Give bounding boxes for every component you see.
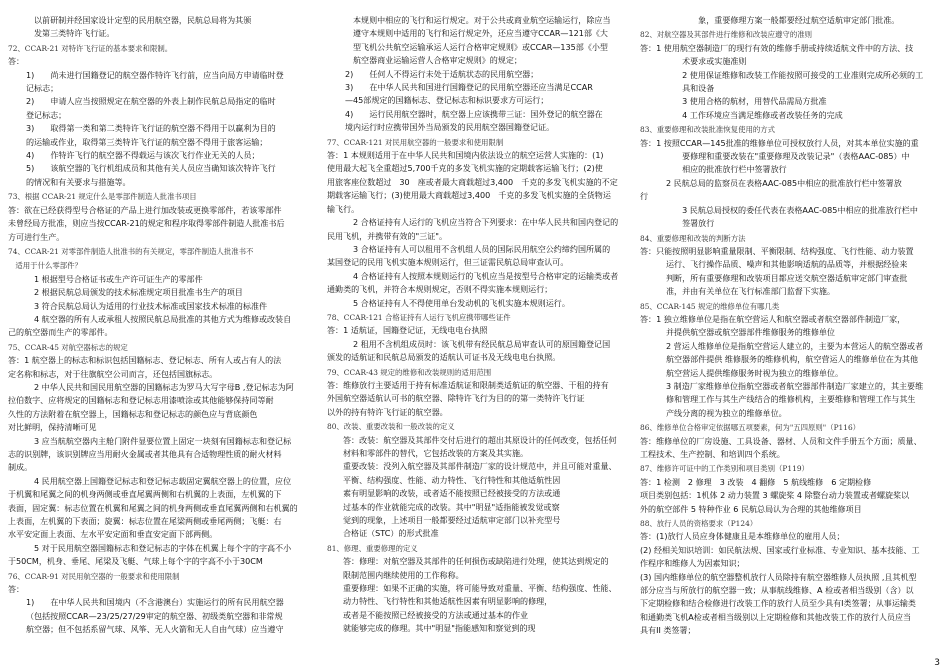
text-line: 2 营运人维修单位是指航空营运人建立的，主要为本营运人的航空器或者 (666, 341, 924, 351)
text-line: 答：1 本规则适用于在中华人民共和国境内依法设立的航空运营人实施的：(1) (327, 151, 604, 161)
question-heading: 85、CCAR-145 规定的维修单位有哪几类 (640, 301, 780, 311)
text-line: 本规则中相应的飞行和运行规定。对于公共或商业航空运输运行，除应当 (353, 16, 611, 25)
text-line: 4 民用航空器上国籍登记标志和登记标志载固定翼航空器上的位置，应位 (34, 476, 292, 486)
text-line: 判断，所有重要修理和改装项目都应送交航空器适航审定部门审查批 (666, 273, 908, 283)
question-heading: 78、CCAR-121 合格证持有人运行飞机应携带哪些证件 (327, 312, 511, 322)
text-line: 4 航空器的所有人或承租人按照民航总局批准的其他方式为维修或改装自 (34, 314, 292, 324)
text-line: 航空器部件提供 维修服务的维修机构，航空营运人的维修单位在为其他 (666, 355, 919, 365)
text-line: 型飞机公共航空运输承运人运行合格审定规则》或CCAR—135部《小型 (353, 42, 608, 52)
text-line: 部分应当与所放行的航空器一致；从事航线维修、A 检或者相当级别（含）以 (640, 586, 914, 596)
text-line: 定名称和标志，对于往旗航空公司而言，还包括国旗标志。 (8, 369, 218, 379)
text-line: 合格证（STC）的形式批准 (343, 529, 439, 539)
text-line: 方可进行生产。 (8, 232, 65, 242)
text-line: 动力特性、飞行特性和其他适航性因素有明显影响的修理， (343, 597, 553, 607)
text-line: 2) 申请人应当按照规定在航空器的外表上制作民航总局指定的临时 (26, 97, 276, 107)
text-line: 和通勤类飞机A检或者相当级别以上定期检修和其他改装工作的放行人员应当 (640, 612, 912, 622)
text-line: 2) 任何人不得运行未处于适航状态的民用航空器； (345, 69, 539, 79)
text-line: 4) 作特许飞行的航空器不得载运与该次飞行作业无关的人员； (26, 151, 260, 161)
question-heading: 80、改装、重要改装和一般改装的定义 (327, 422, 455, 432)
text-line: 作程序和维修人为因素知识； (640, 559, 745, 569)
text-line: 1) 尚未进行国籍登记的航空器作特许飞行前，应当向局方申请临时登 (26, 70, 284, 80)
text-line: 使用最大起飞全重超过5,700千克的多发飞机实施的定期载客运输飞行；(2)使 (327, 164, 603, 174)
text-line: 外国航空器适航认可书的航空器、除特许飞行为目的的第一类特许飞行证 (327, 394, 585, 404)
text-line: 下定期检修和结合检修进行改装工作的放行人员至少具有I类签署；从事运输类 (640, 599, 916, 609)
text-line: 的情况和有关要求与措施等。 (26, 177, 131, 187)
text-line: 签署放行 (666, 219, 715, 229)
text-line: 答：改装：航空器及其部件交付后进行的超出其原设计的任何改变，包括任何 (343, 435, 617, 445)
text-line: 项目类别包括：1机体 2 动力装置 3 螺旋桨 4 除整台动力装置或者螺旋桨以 (640, 491, 910, 501)
question-heading: 87、维修许可证中的工作类别和项目类别（P119） (640, 464, 809, 474)
text-line: 3) 取得第一类和第二类特许飞行证的航空器不得用于以赢利为目的 (26, 124, 276, 134)
text-line: 限制范围内继续使用的工作称称。 (343, 570, 464, 580)
text-line: 答：1 独立维修单位是指在航空营运人和航空器或者航空器部件制造厂家， (640, 314, 906, 324)
text-line: 境内运行时应携带国外当局颁发的民用航空器国籍登记证。 (345, 123, 555, 133)
text-line: 期载客运输飞行；(3)使用最大商载超过3,400 千克的多发飞机实施的全货物运 (327, 191, 611, 201)
text-line: 3 应当航航空器内主舱门附件显要位置上固定一块刻有国籍标志和登记标 (34, 436, 292, 446)
text-line: 于50CM，机身、垂尾、尾梁及飞艇、气球上每个字的字高不小于30CM (8, 557, 263, 567)
text-line: 对比鲜明，保持清晰可见 (8, 423, 97, 433)
text-line: 4) 运行民用航空器时，航空器上应该携带三证：国外登记的航空器在 (345, 109, 603, 119)
text-line: (2) 经相关知识培训：如民航法规、国家或行业标准、专业知识、基本技能、工 (640, 545, 920, 555)
question-heading: 75、CCAR-45 对航空器标志的规定 (8, 342, 128, 352)
text-line: 某国登记的民用飞机实施本规则运行，但三证需民航总局审查认可。 (327, 258, 569, 268)
text-line: 表面，固定翼：标志位置在机翼和尾翼之间的机身两侧或垂直尾翼两侧和右机翼的 (8, 503, 298, 513)
question-heading: 77、CCAR-121 对民用航空器的一般要求和使用限制 (327, 137, 504, 147)
text-line: 3 制造厂家维修单位指航空器或者航空器部件制造厂家建立的，其主要维 (666, 381, 924, 391)
text-line: 2 中华人民共和国民用航空器的国籍标志为罗马大写字母B ,登记标志为阿 (34, 382, 294, 392)
text-line: 过基本的作业就能完成的改装。其中"明显"适指能被发觉或察 (343, 502, 560, 512)
text-line: 输飞行。 (327, 204, 360, 214)
text-line: 答：1 航空器上的标志和标识包括国籍标志、登记标志、所有人或占有人的法 (8, 356, 282, 366)
text-line: 己的航空器而生产的零部件。 (8, 328, 113, 338)
text-line: 并提供航空器或航空器部件维修服务的维修单位 (666, 328, 835, 338)
text-line: 久性的方法附着在航空器上，国籍标志和登记标志的颜色应与背底颜色 (8, 409, 258, 419)
column-right (640, 14, 940, 664)
text-line: 记标志； (26, 84, 59, 94)
question-heading: 72、CCAR-21 对特许飞行证的基本要求和限制。 (8, 43, 173, 53)
text-line: 用旅客座位数超过 30 座或者最大商载超过3,400 千克的多发飞机实施的不定 (327, 177, 618, 187)
text-line: 3 民航总局授权的委任代表在表格AAC-085中相应的批准放行栏中 (666, 205, 918, 215)
question-heading: 83、重要修理和改装批准恢复使用的方式 (640, 125, 776, 135)
text-line: 答： (8, 57, 25, 67)
page-number: 3 (934, 658, 940, 668)
text-line: 2 根据民航总局颁发的技术标准规定项目批准书生产的项目 (34, 288, 243, 298)
question-heading: 74、CCAR-21 对零部件制造人批准书的有关规定，零部件制造人批准书不 (8, 246, 254, 256)
text-line: 答：只能按照明显影响重量限制、平衡限制、结构强度、飞行性能、动力装置 (640, 246, 914, 256)
text-line: (3) 国内维修单位的航空器整机放行人员除持有航空器维修人员执照 ,且其机型 (640, 572, 917, 582)
question-heading: 79、CCAR-43 规定的维修和改装规则的适用范围 (327, 367, 492, 377)
column-left (8, 14, 304, 664)
text-line: 准，并由有关单位在飞行标准部门监督下实施。 (666, 287, 835, 297)
text-line: 术要求或实施准则 (666, 57, 747, 67)
text-line: 拉伯数字、应将规定的国籍标志和登记标志用漆喷涂或其他能够保持同等耐 (8, 396, 274, 406)
text-line: （包括按照CCAR—23/25/27/29审定的航空器、初级类航空器和非常规 (26, 611, 283, 621)
text-line: 外的航空部件 5 特种作业 6 民航总局认为合理的其他维修项目 (640, 504, 862, 514)
text-line: 答： (8, 585, 25, 595)
text-line: 就能够完成的修理。其中"明显"指能感知和察觉到的现 (343, 624, 536, 634)
question-heading: 适用于什么零部件？ (8, 261, 82, 271)
text-line: 5 合格证持有人不得使用单台发动机的飞机实施本规则运行。 (353, 298, 570, 308)
text-line: 的运输或作业，取得第三类特许飞行证的航空器不得用于旅客运输； (26, 137, 268, 147)
text-line: 素有明显影响的改装，或者适不能按照已经被接受的方法或通 (343, 489, 561, 499)
text-line: 民用飞机，并携带有效的"三证"。 (327, 231, 448, 241)
text-line: 4 合格证持有人按照本规则运行的飞机应当是按型号合格审定的运输类或者 (353, 271, 619, 281)
text-line: 平衡、结构强度、性能、动力特性、飞行特性和其他适航性因 (343, 475, 561, 485)
text-line: 上表面，左机翼的下表面；旋翼：标志位置在尾梁两侧或垂尾两侧；飞艇：右 (8, 517, 282, 527)
text-line: 答：欲在已经获得型号合格证的产品上进行加改装或更换零部件，若该零部件 (8, 205, 282, 215)
text-line: 2 租用不含机组成员时：该飞机带有经民航总局审查认可的原国籍登记国 (353, 339, 611, 349)
text-line: 1) 在中华人民共和国境内（不含港澳台）实施运行的所有民用航空器 (26, 598, 284, 608)
text-line: 志的识别牌，该识别牌应当用耐火金属或者其他具有合适物理性质的耐火材料 (8, 450, 282, 459)
text-line: 答：1 使用航空器制造厂的现行有效的维修手册或持续适航文件中的方法、技 (640, 43, 914, 53)
text-line: 航空营运人提供维修服务时视为独立的维修单位。 (666, 368, 844, 378)
text-line: —45部规定的国籍标志、登记标志和标识要求方可运行； (345, 96, 549, 106)
text-line: 4 工作环境应当满足维修或者改装任务的完成 (666, 110, 843, 120)
question-heading: 81、修理、重要修理的定义 (327, 543, 418, 553)
text-line: 具和设备 (666, 84, 715, 94)
text-line: 3 合格证持有人可以租用不含机组人员的国际民用航空公约缔约国所属的 (353, 244, 611, 254)
text-line: 或者是不能按照已经被接受的方法或通过基本的作业 (343, 610, 529, 620)
text-line: 5) 该航空器的飞行机组成员和其他有关人员应当确知该次特许飞行 (26, 164, 276, 174)
text-line: 运行、飞行操作品质、噪声和其他影响适航的品质等，并根据经验来 (666, 260, 908, 270)
question-heading: 88、放行人员的资格要求（P124） (640, 519, 758, 529)
text-line: 航空器；但不包括系留气球、风筝、无人火箭和无人自由气球）应当遵守 (26, 625, 284, 635)
question-heading: 73、根据 CCAR-21 规定什么是零部件制造人批准书项目 (8, 192, 197, 202)
text-line: 3 符合民航总局认为适用的行业技术标准或国家技术标准的标准件 (34, 301, 267, 311)
text-line: 修和管理工作与其生产线结合的维修机构，主要维修和管理工作与其生 (666, 395, 916, 405)
text-line: 3) 在中华人民共和国进行国籍登记的民用航空器还应当满足CCAR (345, 83, 593, 93)
text-line: 具有II 类签署； (640, 626, 696, 636)
text-line: 重要修理：如果不正确的实施，将可能导致对重量、平衡、结构强度、性能、 (343, 584, 617, 594)
column-middle (327, 14, 623, 664)
text-line: 遵守本规则中适用的飞行和运行规定外，还应当遵守CCAR—121部《大 (353, 29, 608, 39)
text-line: 以外的持有特许飞行证的航空器。 (327, 407, 448, 417)
text-line: 答：维修单位的厂房设施、工具设备、器材、人员和文件手册五个方面；质量、 (640, 436, 922, 446)
text-line: 答：(1)放行人员应身体健康且是本维修单位的雇用人员； (640, 532, 845, 542)
text-line: 通勤类的飞机，并符合本规则规定，否则不得实施本规则运行； (327, 285, 553, 295)
text-line: 航空器商业运输运营人合格审定规则》的规定； (353, 56, 522, 66)
text-line: 颁发的适航证和民航总局颁发的适航认可证书及无线电电台执照。 (327, 353, 561, 363)
text-line: 未曾经局方批准，则应当按CCAR-21的规定和程序取得零部件制造人批准书后 (8, 219, 285, 229)
text-line: 工程技术、生产控制、和培训四个系统。 (640, 450, 785, 459)
text-line: 行 (640, 192, 649, 202)
question-heading: 86、维修单位合格审定依据哪五项要素，何为"五四原则"（P116） (640, 423, 861, 433)
text-line: 3 使用合格的航材，用替代品需局方批准 (666, 97, 827, 107)
text-line: 登记标志； (26, 110, 67, 120)
text-line: 产线分离的视为独立的维修单位。 (666, 408, 787, 418)
text-line: 5 对于民用航空器国籍标志和登记标志的字体在机翼上每个字的字高不小 (34, 543, 292, 553)
text-line: 答：1 按照CCAR—145批准的维修单位可授权放行人员，对其本单位实施的重 (640, 138, 919, 148)
text-line: 1 根据型号合格证书或生产许可证生产的零部件 (34, 274, 203, 284)
text-line: 重要改装：没列入航空器及其部件制造厂家的设计规范中，并且可能对重量、 (343, 462, 617, 472)
text-line: 2 合格证持有人运行的飞机应当符合下列要求：在中华人民共和国内登记的 (353, 218, 619, 228)
text-line: 答：维修放行主要适用于持有标准适航证和限制类适航证的航空器、干租的持有 (327, 380, 609, 390)
text-line: 于机翼和尾翼之间的机身两侧或垂直尾翼两侧和右机翼的上表面，左机翼的下 (8, 490, 282, 500)
text-line: 材料和零部件的替代，它包括改装的方案及其实施。 (343, 449, 529, 458)
text-line: 2 民航总局的监察员在表格AAC-085中相应的批准放行栏中签署放 (666, 178, 902, 188)
text-line: 相应的批准放行栏中签署放行 (666, 165, 787, 175)
question-heading: 84、重要修理和改装的判断方法 (640, 233, 746, 243)
question-heading: 82、对航空器及其部件进行维修和改装应遵守的准则 (640, 30, 813, 40)
text-line: 制成。 (8, 463, 33, 473)
text-line: 2 使用保证维修和改装工作能按照可接受的工业准则完成所必须的工 (666, 70, 924, 80)
text-line: 以前研制并经国家设计定型的民用航空器，民航总局将为其颁 (34, 16, 252, 25)
text-line: 答：1 检测 2 修理 3 改装 4 翻修 5 航线维修 6 定期检修 (640, 477, 872, 487)
text-line: 答：修理：对航空器及其部件的任何损伤或缺陷进行处理，使其达到规定的 (343, 557, 609, 567)
text-line: 答：1 适航证，国籍登记证，无线电电台执照 (327, 326, 488, 336)
text-line: 象，重要修理方案一般都要经过航空适航审定部门批准。 (666, 16, 900, 25)
text-line: 觉到的现象，上述项目一般都要经过适航审定部门以补充型号 (343, 516, 561, 526)
text-line: 发第三类特许飞行证。 (34, 29, 115, 39)
text-line: 要修理和重要改装在"重要修理及改装记录"（表格AAC-085）中 (666, 152, 910, 162)
question-heading: 76、CCAR-91 对民用航空器的一般要求和使用限制 (8, 571, 180, 581)
text-line: 水平安定面上表面、左水平安定面和垂直安定面下部两侧。 (8, 530, 218, 540)
